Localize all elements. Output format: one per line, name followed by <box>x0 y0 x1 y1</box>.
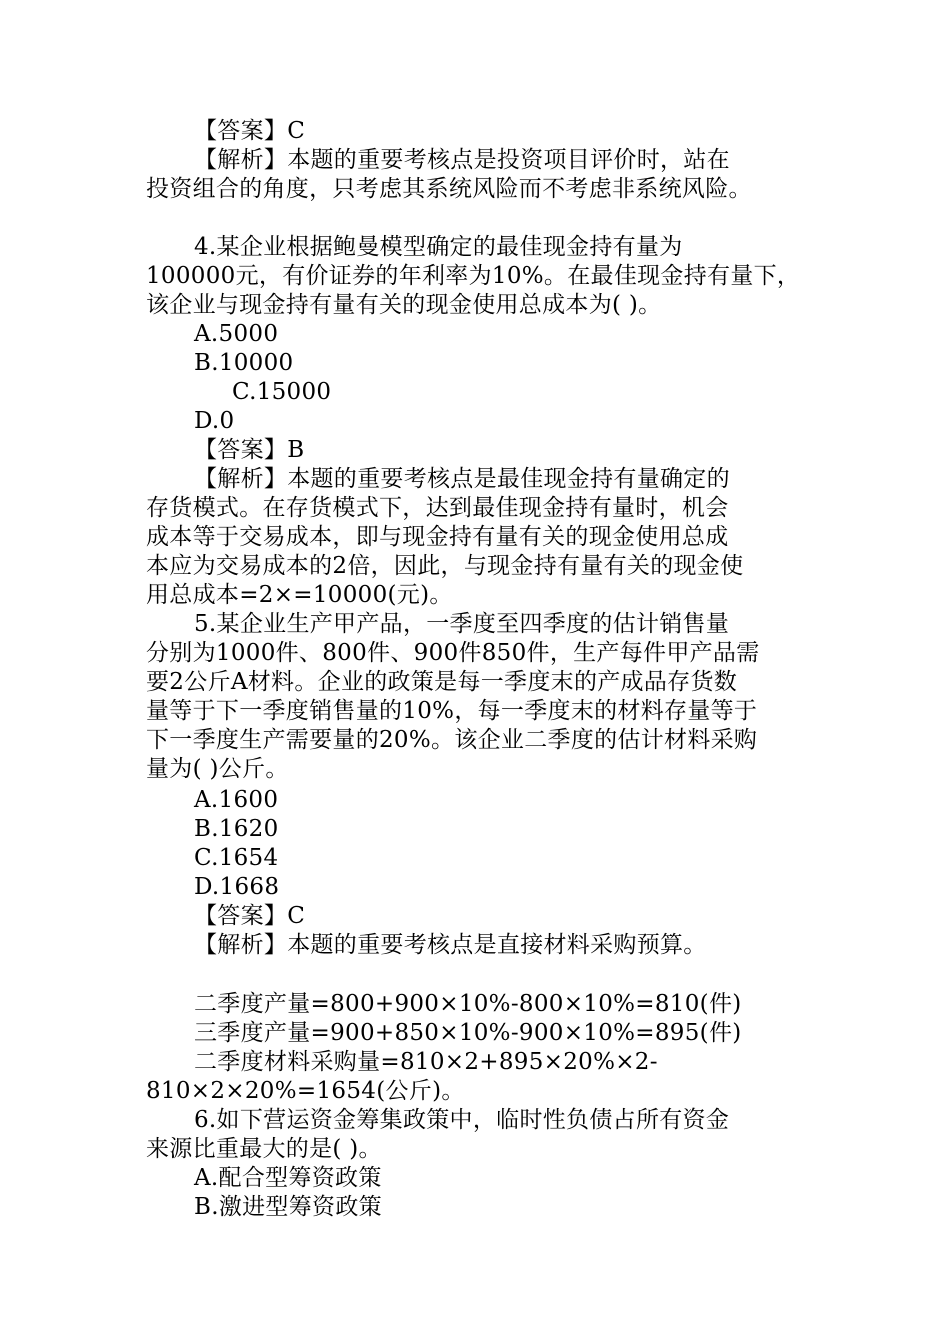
q5-option-c: C.1654 <box>194 845 279 871</box>
explanation-q4-line2: 存货模式。在存货模式下，达到最佳现金持有量时，机会 <box>146 495 729 521</box>
calc-q2-production: 二季度产量=800+900×10%-800×10%=810(件) <box>194 991 742 1017</box>
q5-option-b: B.1620 <box>194 816 279 842</box>
question-4-line3: 该企业与现金持有量有关的现金使用总成本为( )。 <box>146 292 662 318</box>
q5-option-a: A.1600 <box>194 787 279 813</box>
explanation-q4-line3: 成本等于交易成本，即与现金持有量有关的现金使用总成 <box>146 524 729 550</box>
explanation-q4-line1: 【解析】本题的重要考核点是最佳现金持有量确定的 <box>194 466 730 492</box>
question-6-line2: 来源比重最大的是( )。 <box>146 1136 382 1162</box>
q6-option-b: B.激进型筹资政策 <box>194 1194 382 1220</box>
explanation-q4-line4: 本应为交易成本的2倍，因此，与现金持有量有关的现金使 <box>146 553 744 579</box>
question-4-line1: 4.某企业根据鲍曼模型确定的最佳现金持有量为 <box>194 234 683 260</box>
question-6-line1: 6.如下营运资金筹集政策中，临时性负债占所有资金 <box>194 1107 730 1133</box>
calc-q2-purchase-line1: 二季度材料采购量=810×2+895×20%×2- <box>194 1049 658 1075</box>
q4-option-a: A.5000 <box>194 321 279 347</box>
question-5-line3: 要2公斤A材料。企业的政策是每一季度末的产成品存货数 <box>146 669 738 695</box>
explanation-q3-line1: 【解析】本题的重要考核点是投资项目评价时，站在 <box>194 147 730 173</box>
explanation-q5-line1: 【解析】本题的重要考核点是直接材料采购预算。 <box>194 932 707 958</box>
calc-q2-purchase-line2: 810×2×20%=1654(公斤)。 <box>146 1078 465 1104</box>
explanation-q3-line2: 投资组合的角度，只考虑其系统风险而不考虑非系统风险。 <box>146 176 752 202</box>
explanation-q4-line5: 用总成本=2×=10000(元)。 <box>146 582 453 608</box>
calc-q3-production: 三季度产量=900+850×10%-900×10%=895(件) <box>194 1020 742 1046</box>
question-5-line4: 量等于下一季度销售量的10%，每一季度末的材料存量等于 <box>146 698 758 724</box>
question-5-line6: 量为( )公斤。 <box>146 756 289 782</box>
q4-option-c: C.15000 <box>232 379 332 405</box>
q4-option-d: D.0 <box>194 408 235 434</box>
answer-label-q4: 【答案】B <box>194 437 305 463</box>
q5-option-d: D.1668 <box>194 874 280 900</box>
q4-option-b: B.10000 <box>194 350 294 376</box>
question-5-line1: 5.某企业生产甲产品，一季度至四季度的估计销售量 <box>194 611 730 637</box>
question-5-line2: 分别为1000件、800件、900件850件，生产每件甲产品需 <box>146 640 760 666</box>
answer-label-q5: 【答案】C <box>194 903 306 929</box>
q6-option-a: A.配合型筹资政策 <box>194 1165 382 1191</box>
question-5-line5: 下一季度生产需要量的20%。该企业二季度的估计材料采购 <box>146 727 758 753</box>
answer-label-q3: 【答案】C <box>194 118 306 144</box>
question-4-line2: 100000元，有价证券的年利率为10%。在最佳现金持有量下， <box>146 263 801 289</box>
